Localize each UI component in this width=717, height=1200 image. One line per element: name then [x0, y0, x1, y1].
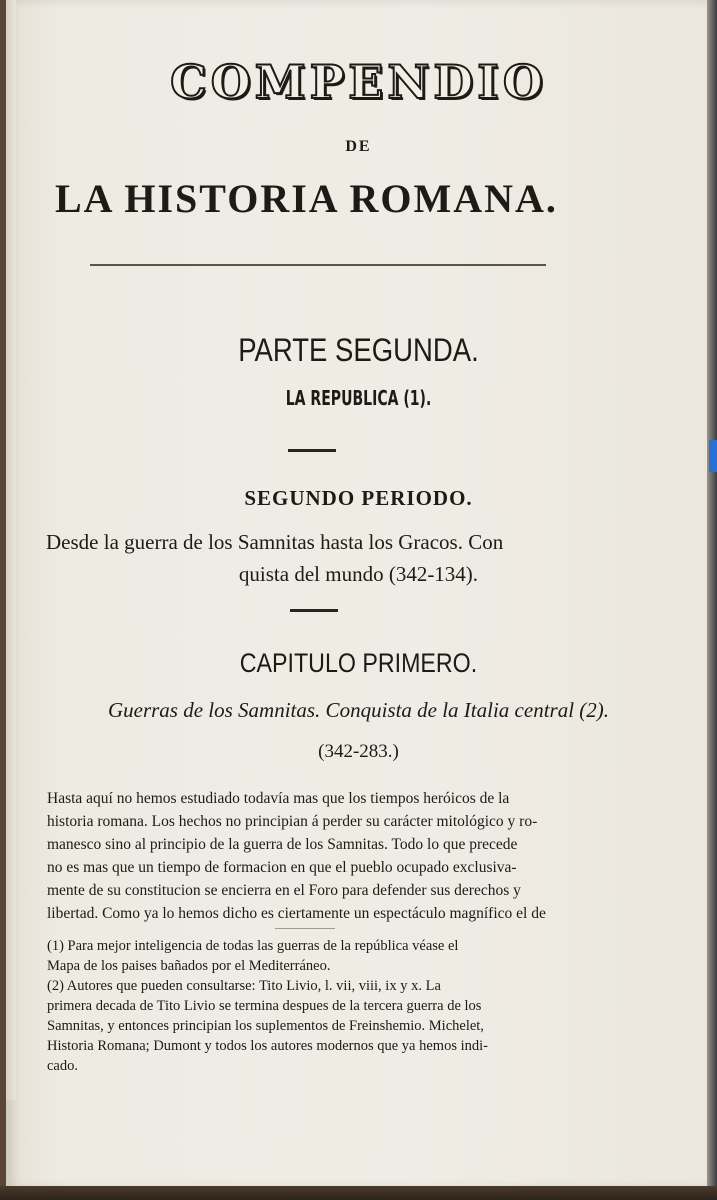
body-line: mente de su constitucion se encierra en el Foro para defender sus derechos y — [47, 882, 521, 899]
next-pages-edge — [707, 0, 717, 1190]
chapter-dates: (342-283.) — [318, 741, 399, 762]
previous-page-edge — [6, 0, 16, 1100]
footnote-line: (1) Para mejor inteligencia de todas las guerras de la república véase el — [47, 938, 459, 954]
republic-subheading: LA REPUBLICA (1). — [285, 386, 432, 410]
body-line: libertad. Como ya lo hemos dicho es ciertamente un espectáculo magnífico el de — [47, 905, 546, 922]
title-de: DE — [345, 138, 372, 155]
body-line: no es mas que un tiempo de formacion en que el pueblo ocupado exclusiva- — [47, 859, 517, 876]
footnote-line: Samnitas, y entonces principian los suplementos de Freinshemio. Michelet, — [47, 1018, 484, 1034]
part-heading: PARTE SEGUNDA. — [238, 332, 479, 368]
title-historia-romana: LA HISTORIA ROMANA. — [55, 176, 558, 221]
footnote-line: Historia Romana; Dumont y todos los autores modernos que ya hemos indi- — [47, 1038, 488, 1054]
body-line: Hasta aquí no hemos estudiado todavía mas que los tiempos heróicos de la — [47, 790, 510, 807]
section-rule — [288, 449, 336, 452]
period-description-line-1: Desde la guerra de los Samnitas hasta los Gracos. Con — [46, 530, 504, 554]
background-blue-object — [709, 440, 717, 472]
body-line: historia romana. Los hechos no principian á perder su carácter mitológico y ro- — [47, 813, 538, 830]
period-description-line-2: quista del mundo (342-134). — [238, 562, 479, 586]
footnote-line: Mapa de los paises bañados por el Mediterráneo. — [47, 958, 331, 974]
footnote-line: (2) Autores que pueden consultarse: Tito Livio, l. vii, viii, ix y x. La — [47, 978, 441, 994]
table-surface — [0, 1186, 717, 1200]
footnote-line: primera decada de Tito Livio se termina despues de la tercera guerra de los — [47, 998, 482, 1014]
chapter-heading: CAPITULO PRIMERO. — [239, 648, 478, 678]
title-rule — [90, 264, 546, 266]
footnote-line: cado. — [47, 1058, 78, 1074]
title-compendio: COMPENDIO — [170, 55, 547, 109]
section-rule — [290, 609, 338, 612]
footnote-separator — [275, 928, 335, 929]
period-heading: SEGUNDO PERIODO. — [244, 486, 473, 510]
chapter-subtitle: Guerras de los Samnitas. Conquista de la Italia central (2). — [107, 698, 610, 722]
body-line: manesco sino al principio de la guerra de los Samnitas. Todo lo que precede — [47, 836, 518, 853]
